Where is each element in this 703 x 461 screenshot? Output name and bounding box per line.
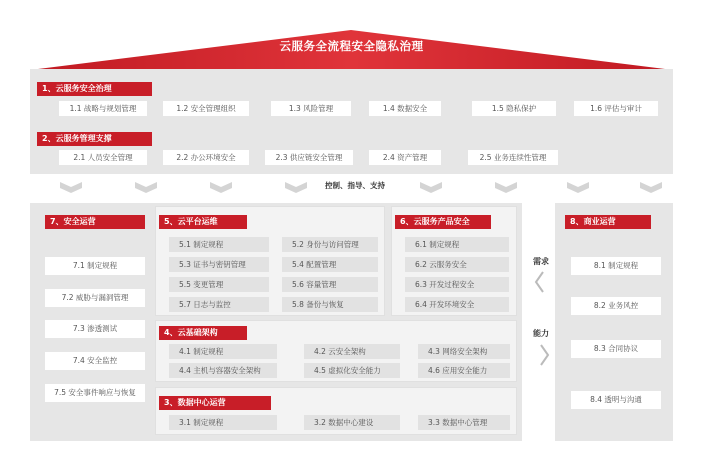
- item-2-3: 2.3 供应链安全管理: [265, 150, 353, 165]
- section-2-label: 2、云服务管理支撑: [37, 132, 152, 146]
- item-1-5: 1.5 隐私保护: [472, 101, 556, 116]
- item-8-4: 8.4 透明与沟通: [571, 391, 661, 409]
- item-2-5: 2.5 业务连续性管理: [468, 150, 558, 165]
- item-1-3: 1.3 风险管理: [271, 101, 351, 116]
- section-7-label: 7、安全运营: [45, 215, 145, 229]
- section-8-label: 8、商业运营: [565, 215, 651, 229]
- item-2-4: 2.4 资产管理: [369, 150, 441, 165]
- item-6-2: 6.2 云服务安全: [405, 257, 509, 272]
- item-1-4: 1.4 数据安全: [369, 101, 441, 116]
- demand-label: 需求: [533, 257, 549, 266]
- chevron-left-icon: [533, 270, 547, 294]
- capability-label: 能力: [533, 329, 549, 338]
- item-4-5: 4.5 虚拟化安全能力: [304, 363, 400, 378]
- item-6-3: 6.3 开发过程安全: [405, 277, 509, 292]
- item-1-1: 1.1 战略与规划管理: [59, 101, 147, 116]
- item-5-2: 5.2 身份与访问管理: [282, 237, 378, 252]
- section-3-label: 3、数据中心运营: [159, 396, 271, 410]
- item-7-5: 7.5 安全事件响应与恢复: [45, 384, 145, 402]
- chevron-down-icon: [285, 182, 307, 194]
- item-6-1: 6.1 制定规程: [405, 237, 509, 252]
- item-5-1: 5.1 制定规程: [169, 237, 269, 252]
- control-guide-support-label: 控制、指导、支持: [325, 181, 385, 190]
- chevron-down-icon: [135, 182, 157, 194]
- chevron-down-icon: [210, 182, 232, 194]
- item-1-2: 1.2 安全管理组织: [163, 101, 249, 116]
- item-4-6: 4.6 应用安全能力: [418, 363, 510, 378]
- chevron-right-icon: [537, 343, 551, 367]
- item-5-3: 5.3 证书与密钥管理: [169, 257, 269, 272]
- item-7-2: 7.2 威胁与漏洞管理: [45, 289, 145, 307]
- item-2-2: 2.2 办公环境安全: [163, 150, 249, 165]
- item-5-6: 5.6 容量管理: [282, 277, 378, 292]
- item-4-1: 4.1 制定规程: [169, 344, 277, 359]
- item-5-8: 5.8 备份与恢复: [282, 297, 378, 312]
- page-title: 云服务全流程安全隐私治理: [279, 39, 424, 53]
- chevron-down-icon: [420, 182, 442, 194]
- section-6-label: 6、云服务产品安全: [395, 215, 491, 229]
- item-8-3: 8.3 合同协议: [571, 340, 661, 358]
- section-4-label: 4、云基础架构: [159, 326, 247, 340]
- item-3-1: 3.1 制定规程: [169, 415, 277, 430]
- item-2-1: 2.1 人员安全管理: [59, 150, 147, 165]
- item-8-1: 8.1 制定规程: [571, 257, 661, 275]
- item-4-3: 4.3 网络安全架构: [418, 344, 510, 359]
- item-4-4: 4.4 主机与容器安全架构: [169, 363, 277, 378]
- item-1-6: 1.6 评估与审计: [574, 101, 658, 116]
- item-5-4: 5.4 配置管理: [282, 257, 378, 272]
- item-3-2: 3.2 数据中心建设: [304, 415, 400, 430]
- section-1-label: 1、云服务安全治理: [37, 82, 152, 96]
- chevron-down-icon: [495, 182, 517, 194]
- item-5-5: 5.5 变更管理: [169, 277, 269, 292]
- item-7-4: 7.4 安全监控: [45, 352, 145, 370]
- item-7-1: 7.1 制定规程: [45, 257, 145, 275]
- chevron-down-icon: [60, 182, 82, 194]
- item-7-3: 7.3 渗透测试: [45, 320, 145, 338]
- item-6-4: 6.4 开发环境安全: [405, 297, 509, 312]
- chevron-down-icon: [567, 182, 589, 194]
- item-5-7: 5.7 日志与监控: [169, 297, 269, 312]
- section-5-label: 5、云平台运维: [159, 215, 247, 229]
- item-8-2: 8.2 业务风控: [571, 297, 661, 315]
- chevron-down-icon: [640, 182, 662, 194]
- item-4-2: 4.2 云安全架构: [304, 344, 400, 359]
- item-3-3: 3.3 数据中心管理: [418, 415, 510, 430]
